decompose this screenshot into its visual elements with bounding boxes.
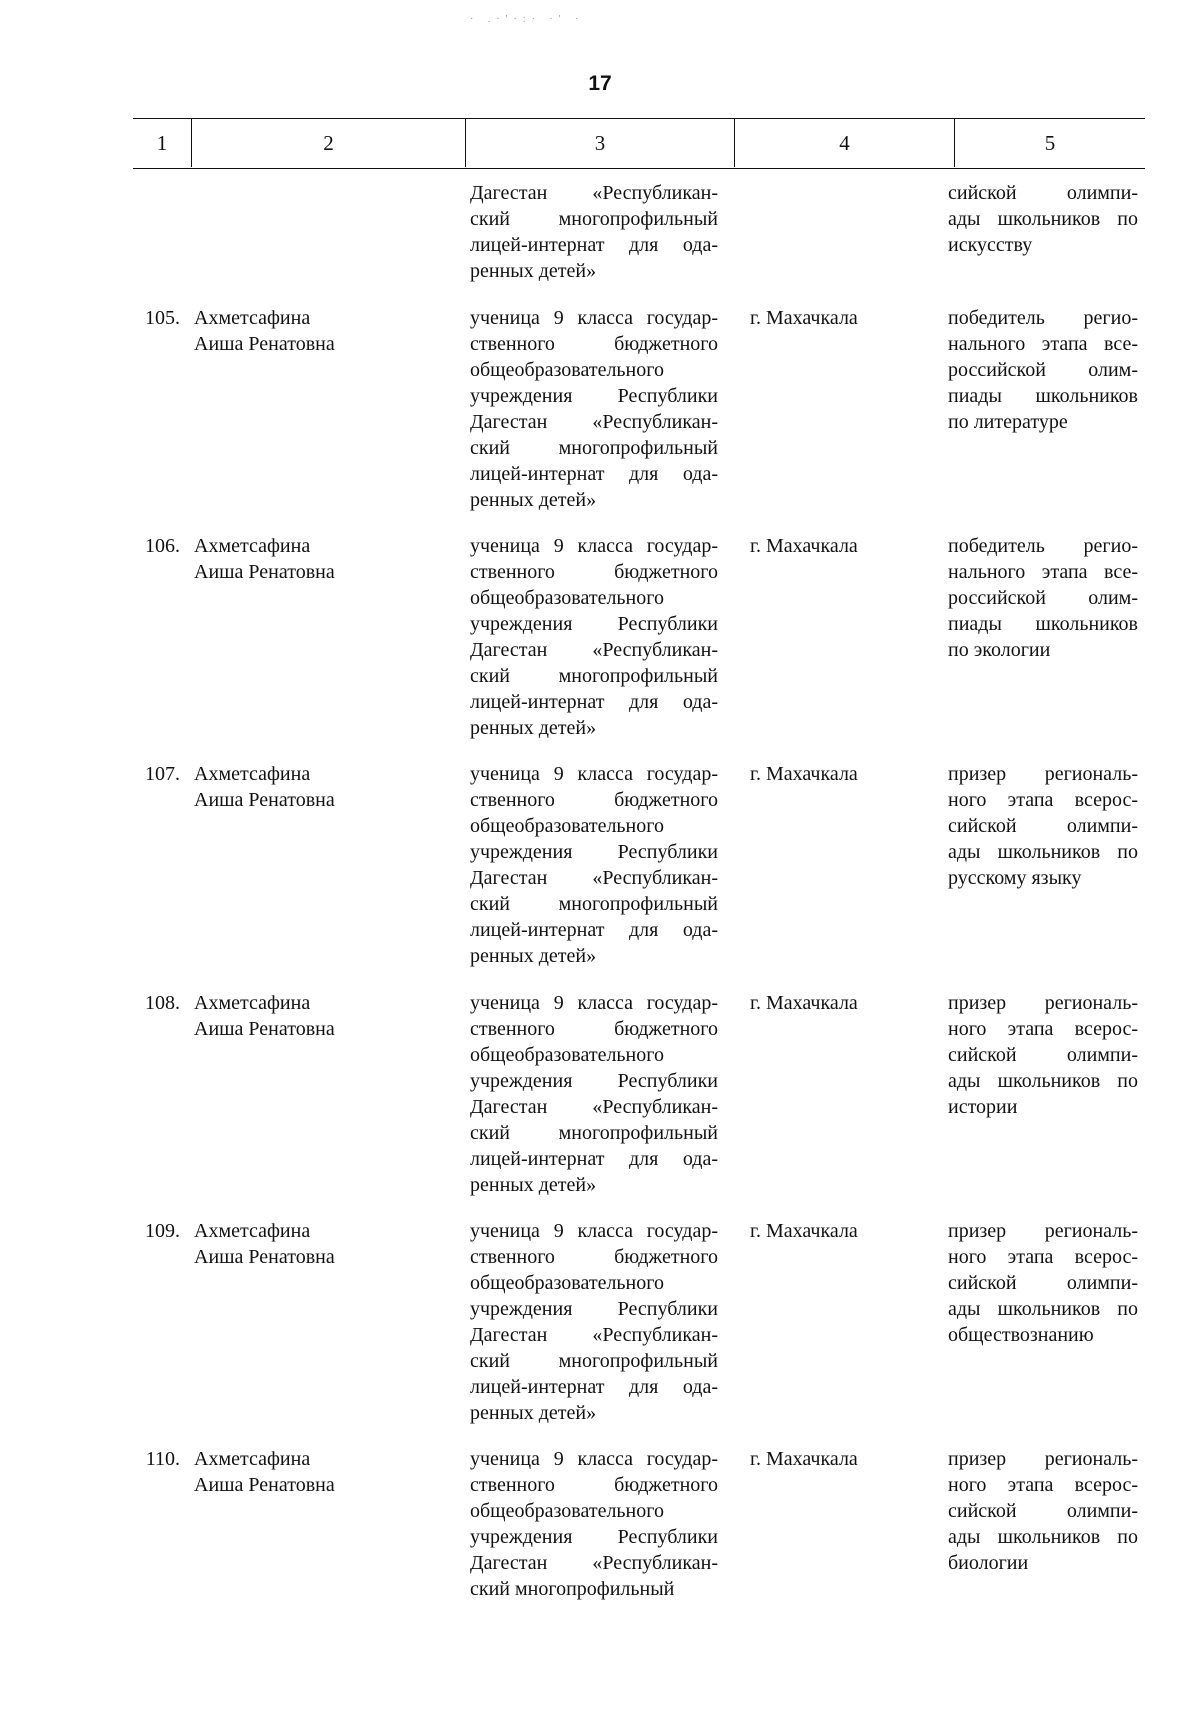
org-line: ственного бюджетного (470, 333, 718, 355)
org-cell (470, 1218, 718, 1426)
award-cell (948, 1218, 1138, 1348)
city-cell: г. Махачкала (750, 1220, 858, 1242)
table-header (133, 118, 1145, 169)
org-line: лицей-интернат для ода- (470, 234, 718, 256)
city-cell: г. Махачкала (750, 307, 858, 329)
org-cell (470, 761, 718, 969)
name-cell (194, 1218, 444, 1270)
award-cell (948, 1446, 1138, 1576)
award-line: призер региональ- (948, 992, 1138, 1014)
name-line: Ахметсафина (194, 763, 311, 785)
org-line: учреждения Республики (470, 1298, 718, 1320)
org-line: ренных детей» (470, 489, 597, 511)
name-line: Ахметсафина (194, 1220, 311, 1242)
org-line: лицей-интернат для ода- (470, 691, 718, 713)
award-line: российской олим- (948, 587, 1138, 609)
name-line: Ахметсафина (194, 307, 311, 329)
award-line: по литературе (948, 411, 1068, 433)
org-line: ренных детей» (470, 945, 597, 967)
row-number: 106. (145, 535, 180, 557)
award-line: истории (948, 1096, 1018, 1118)
org-line: ученица 9 класса государ- (470, 992, 718, 1014)
row-number: 108. (145, 992, 180, 1014)
name-line: Аиша Ренатовна (194, 1018, 335, 1040)
org-line: общеобразовательного (470, 1272, 664, 1294)
org-line: ренных детей» (470, 260, 597, 282)
award-cell (948, 761, 1138, 891)
org-line: Дагестан «Республикан- (470, 411, 718, 433)
org-line: ский многопрофильный (470, 208, 718, 230)
city-cell: г. Махачкала (750, 763, 858, 785)
row-number: 107. (145, 763, 180, 785)
org-line: общеобразовательного (470, 1044, 664, 1066)
org-cell (470, 305, 718, 513)
org-line: ственного бюджетного (470, 1246, 718, 1268)
org-line: ский многопрофильный (470, 1578, 675, 1600)
award-line: призер региональ- (948, 1220, 1138, 1242)
column-header-4: 4 (735, 119, 955, 167)
name-line: Аиша Ренатовна (194, 333, 335, 355)
org-line: ренных детей» (470, 1402, 597, 1424)
org-line: ский многопрофильный (470, 893, 718, 915)
org-line: Дагестан «Республикан- (470, 1552, 718, 1574)
org-line: ственного бюджетного (470, 1018, 718, 1040)
row-number: 105. (145, 307, 180, 329)
award-line: пиады школьников (948, 385, 1138, 407)
award-line: российской олим- (948, 359, 1138, 381)
award-line: нального этапа все- (948, 333, 1138, 355)
name-line: Ахметсафина (194, 1448, 311, 1470)
org-line: ственного бюджетного (470, 1474, 718, 1496)
award-cell (948, 305, 1138, 435)
row-number: 110. (145, 1448, 180, 1470)
name-cell (194, 761, 444, 813)
org-line: Дагестан «Республикан- (470, 182, 718, 204)
org-line: ученица 9 класса государ- (470, 307, 718, 329)
name-line: Ахметсафина (194, 992, 311, 1014)
award-line: обществознанию (948, 1324, 1094, 1346)
award-line: ады школьников по (948, 208, 1138, 230)
name-cell (194, 1446, 444, 1498)
org-line: лицей-интернат для ода- (470, 919, 718, 941)
org-cell (470, 180, 718, 284)
city-cell: г. Махачкала (750, 992, 858, 1014)
award-line: ады школьников по (948, 1070, 1138, 1092)
name-line: Ахметсафина (194, 535, 311, 557)
column-header-5: 5 (1044, 131, 1056, 155)
award-line: пиады школьников (948, 613, 1138, 635)
org-line: Дагестан «Республикан- (470, 1096, 718, 1118)
award-line: сийской олимпи- (948, 1044, 1138, 1066)
org-line: общеобразовательного (470, 815, 664, 837)
name-line: Аиша Ренатовна (194, 561, 335, 583)
award-line: сийской олимпи- (948, 1500, 1138, 1522)
org-line: учреждения Республики (470, 1070, 718, 1092)
award-line: ады школьников по (948, 841, 1138, 863)
award-line: ады школьников по (948, 1298, 1138, 1320)
city-cell: г. Махачкала (750, 1448, 858, 1470)
org-line: ренных детей» (470, 1174, 597, 1196)
org-line: общеобразовательного (470, 587, 664, 609)
award-line: ного этапа всерос- (948, 1018, 1138, 1040)
org-line: Дагестан «Республикан- (470, 1324, 718, 1346)
award-line: искусству (948, 234, 1033, 256)
name-line: Аиша Ренатовна (194, 789, 335, 811)
org-line: ский многопрофильный (470, 665, 718, 687)
award-line: русскому языку (948, 867, 1082, 889)
org-line: ученица 9 класса государ- (470, 1220, 718, 1242)
org-cell (470, 533, 718, 741)
page-number: 17 (588, 72, 612, 95)
row-number: 109. (145, 1220, 180, 1242)
award-line: биологии (948, 1552, 1029, 1574)
org-line: лицей-интернат для ода- (470, 1148, 718, 1170)
org-line: лицей-интернат для ода- (470, 1376, 718, 1398)
org-line: ский многопрофильный (470, 437, 718, 459)
award-cell (948, 533, 1138, 663)
scan-artifact: · .·'·:· ·' · (470, 14, 585, 25)
org-line: общеобразовательного (470, 359, 664, 381)
org-line: Дагестан «Республикан- (470, 639, 718, 661)
column-header-3: 3 (466, 119, 735, 167)
org-line: учреждения Республики (470, 841, 718, 863)
org-line: учреждения Республики (470, 613, 718, 635)
org-line: ский многопрофильный (470, 1122, 718, 1144)
name-cell (194, 990, 444, 1042)
org-cell (470, 990, 718, 1198)
name-cell (194, 305, 444, 357)
award-line: по экологии (948, 639, 1051, 661)
award-line: ного этапа всерос- (948, 789, 1138, 811)
city-cell: г. Махачкала (750, 535, 858, 557)
name-line: Аиша Ренатовна (194, 1246, 335, 1268)
name-cell (194, 533, 444, 585)
org-line: лицей-интернат для ода- (470, 463, 718, 485)
award-cell (948, 180, 1138, 258)
award-line: сийской олимпи- (948, 1272, 1138, 1294)
org-line: ренных детей» (470, 717, 597, 739)
award-line: призер региональ- (948, 1448, 1138, 1470)
column-header-2: 2 (192, 119, 466, 167)
award-line: победитель регио- (948, 535, 1138, 557)
org-cell (470, 1446, 718, 1602)
org-line: ственного бюджетного (470, 561, 718, 583)
award-line: сийской олимпи- (948, 182, 1138, 204)
org-line: общеобразовательного (470, 1500, 664, 1522)
org-line: ственного бюджетного (470, 789, 718, 811)
award-line: сийской олимпи- (948, 815, 1138, 837)
org-line: учреждения Республики (470, 1526, 718, 1548)
name-line: Аиша Ренатовна (194, 1474, 335, 1496)
org-line: ученица 9 класса государ- (470, 763, 718, 785)
award-line: победитель регио- (948, 307, 1138, 329)
org-line: учреждения Республики (470, 385, 718, 407)
org-line: Дагестан «Республикан- (470, 867, 718, 889)
award-line: ного этапа всерос- (948, 1474, 1138, 1496)
org-line: ученица 9 класса государ- (470, 535, 718, 557)
award-line: ного этапа всерос- (948, 1246, 1138, 1268)
org-line: ский многопрофильный (470, 1350, 718, 1372)
award-line: нального этапа все- (948, 561, 1138, 583)
award-line: призер региональ- (948, 763, 1138, 785)
column-header-1: 1 (133, 119, 192, 167)
org-line: ученица 9 класса государ- (470, 1448, 718, 1470)
award-line: ады школьников по (948, 1526, 1138, 1548)
award-cell (948, 990, 1138, 1120)
